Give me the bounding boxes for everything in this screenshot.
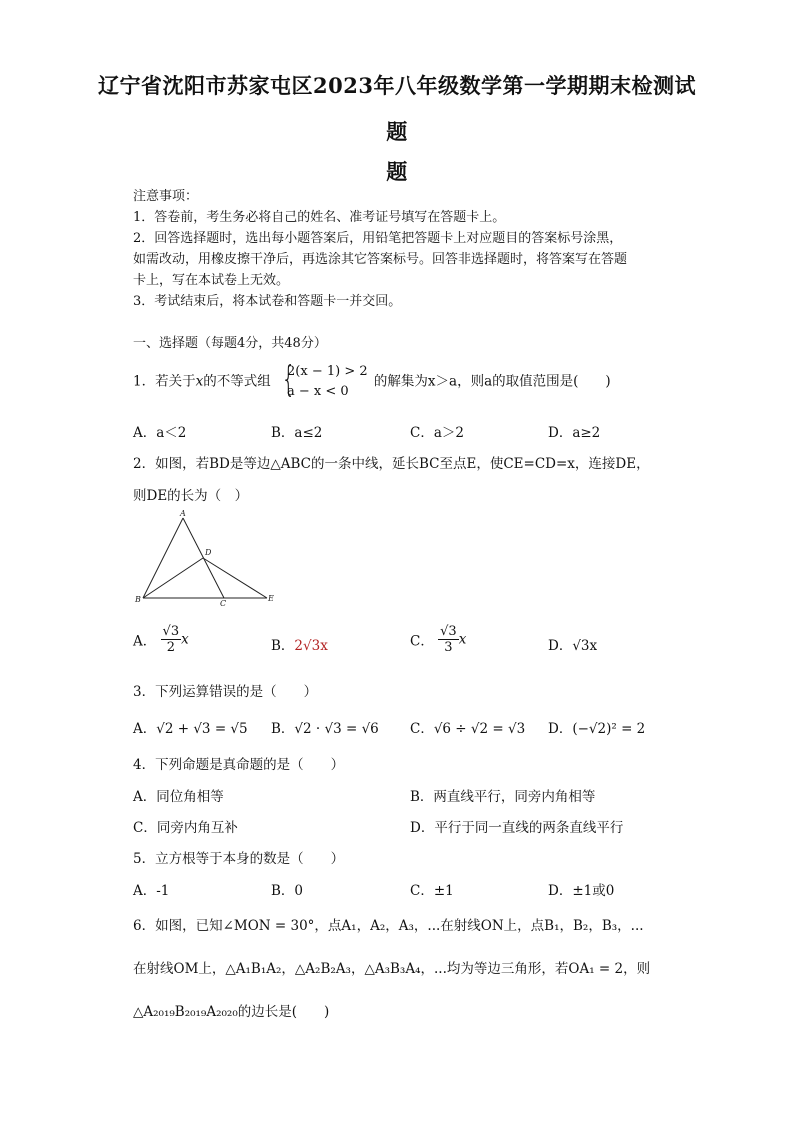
- question-2-line2: 则DE的长为（ ）: [133, 488, 249, 504]
- triangle-figure: [130, 508, 280, 608]
- notice-item: 1．答卷前，考生务必将自己的姓名、准考证号填写在答题卡上。: [133, 210, 506, 225]
- notice-item: 如需改动，用橡皮擦干净后，再选涂其它答案标号。回答非选择题时，将答案写在答题: [133, 252, 628, 267]
- denominator: 2: [166, 640, 175, 655]
- page-title-line3: 题: [386, 159, 408, 184]
- q5-option-a: A．-1: [133, 883, 170, 899]
- q1-mid: 的不等式组: [203, 373, 271, 390]
- q2-option-a-label: A．: [133, 633, 157, 650]
- brace-icon: {: [281, 359, 296, 400]
- fraction: [438, 624, 459, 655]
- notice-item: 卡上，写在本试卷上无效。: [133, 273, 290, 288]
- q4-option-a: A．同位角相等: [133, 789, 224, 805]
- label-a: A: [180, 509, 186, 518]
- q2-option-b-value: 2√3x: [294, 638, 328, 654]
- q2-option-a: [133, 624, 189, 655]
- page-title-line2: 题: [386, 119, 408, 144]
- q2-option-b: [271, 634, 328, 654]
- q2-option-c: [410, 624, 466, 655]
- edge-ab: [143, 518, 183, 598]
- question-1-stem: [133, 359, 678, 402]
- variable-x: x: [181, 631, 189, 648]
- q1-option-b: B．a≤2: [271, 425, 323, 441]
- q2-option-d: [548, 634, 597, 654]
- q4-option-b: B．两直线平行，同旁内角相等: [410, 789, 596, 805]
- q4-option-c: C．同旁内角互补: [133, 820, 238, 836]
- q1-option-c: C．a＞2: [410, 425, 464, 441]
- label-d: D: [205, 548, 212, 557]
- q5-option-b: B．0: [271, 883, 304, 899]
- q1-option-a: A．a＜2: [133, 425, 187, 441]
- q2-option-d-value: √3x: [572, 638, 598, 654]
- section-heading: 一、选择题（每题4分，共48分）: [133, 336, 327, 351]
- q2-option-b-label: B．: [271, 638, 295, 654]
- notice-heading: 注意事项：: [133, 189, 199, 204]
- q1-var: x: [195, 373, 204, 390]
- inequality-system: [277, 359, 368, 402]
- variable-x: x: [458, 631, 467, 648]
- median-bd: [143, 558, 203, 598]
- q2-option-c-label: C．: [410, 633, 434, 650]
- notice-item: 2．回答选择题时，选出每小题答案后，用铅笔把答题卡上对应题目的答案标号涂黑，: [133, 231, 623, 246]
- notice-item: 3．考试结束后，将本试卷和答题卡一并交回。: [133, 294, 402, 309]
- numerator: √3: [162, 624, 180, 639]
- denominator: 3: [444, 640, 453, 655]
- notice-block: [133, 186, 673, 312]
- label-e: E: [268, 594, 274, 603]
- q1-option-d: D．a≥2: [548, 425, 601, 441]
- label-b: B: [135, 595, 141, 604]
- q3-option-b: B．√2 · √3 = √6: [271, 721, 379, 737]
- inequality-1: 2(x − 1) > 2: [287, 364, 368, 379]
- q5-option-c: C．±1: [410, 883, 454, 899]
- question-2-line1: 2．如图，若BD是等边△ABC的一条中线，延长BC至点E，使CE=CD=x，连接DE，: [133, 456, 650, 472]
- q3-option-c: C．√6 ÷ √2 = √3: [410, 721, 526, 737]
- label-c: C: [220, 599, 227, 608]
- q3-option-a: A．√2 + √3 = √5: [133, 721, 248, 737]
- inequality-2: a − x < 0: [287, 384, 349, 399]
- question-5-stem: 5．立方根等于本身的数是（ ）: [133, 851, 345, 867]
- question-6-line2: 在射线OM上，△A₁B₁A₂，△A₂B₂A₃，△A₃B₃A₄，...均为等边三角形，若OA₁ = 2，则: [133, 961, 651, 977]
- q4-option-d: D．平行于同一直线的两条直线平行: [410, 820, 624, 836]
- question-6-line1: 6．如图，已知∠MON = 30°，点A₁，A₂，A₃，...在射线ON上，点B₁，B₂，B₃，...: [133, 918, 644, 934]
- q5-option-d: D．±1或0: [548, 883, 615, 899]
- q3-option-d: D．(−√2)² = 2: [548, 721, 646, 737]
- q2-option-d-label: D．: [548, 638, 573, 654]
- question-3-stem: 3．下列运算错误的是（ ）: [133, 684, 318, 700]
- q1-suffix: 的解集为x＞a，则a的取值范围是( ): [373, 373, 611, 390]
- fraction: [161, 624, 182, 655]
- segment-de: [203, 558, 267, 598]
- numerator: √3: [440, 624, 457, 639]
- question-6-line3: △A₂₀₁₉B₂₀₁₉A₂₀₂₀的边长是( ): [133, 1004, 330, 1020]
- q1-prefix: 1．若关于: [133, 373, 196, 390]
- page-title-line1: 辽宁省沈阳市苏家屯区2023年八年级数学第一学期期末检测试: [98, 73, 696, 98]
- question-4-stem: 4．下列命题是真命题的是（ ）: [133, 757, 345, 773]
